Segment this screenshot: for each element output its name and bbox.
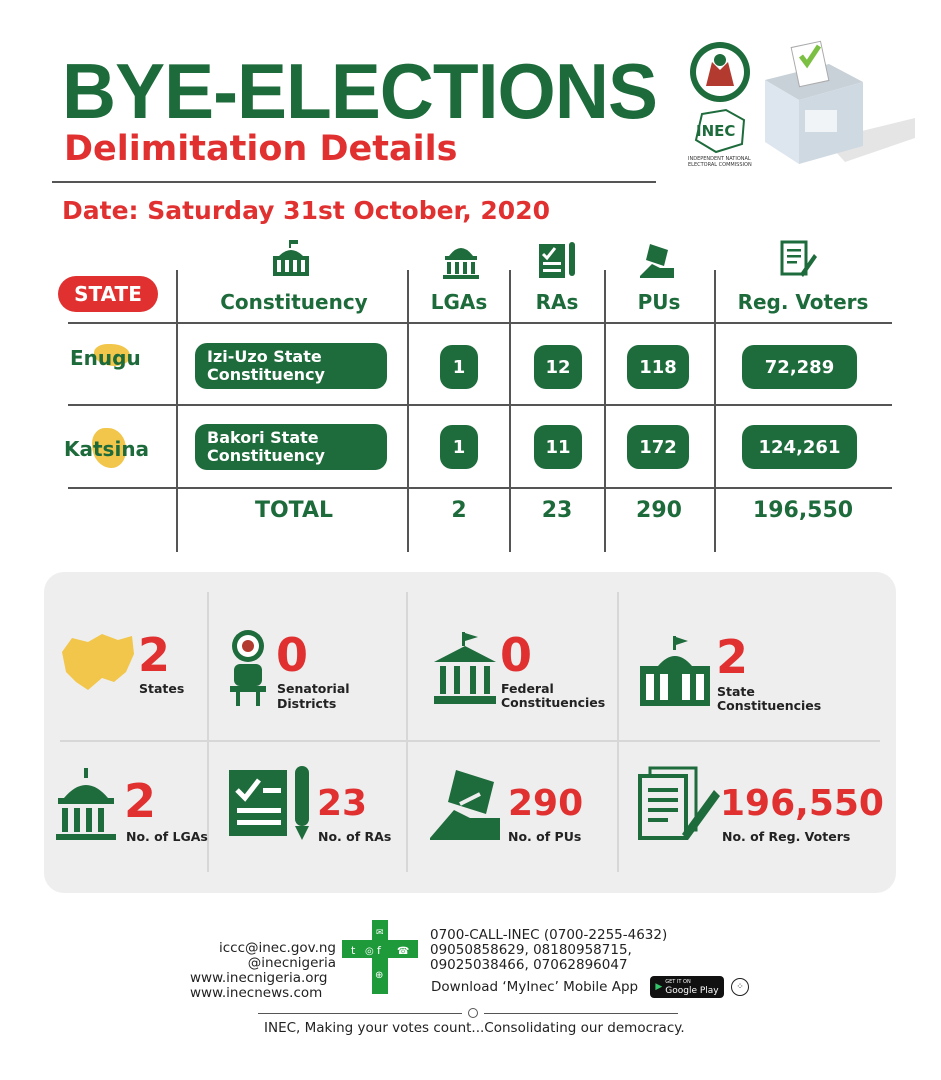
table-divider	[68, 322, 892, 324]
state-const-label: Constituencies	[717, 698, 822, 713]
ras-label: No. of RAs	[318, 829, 392, 844]
phone-numbers[interactable]: 09025038466, 07062896047	[430, 957, 628, 973]
svg-text:☎: ☎	[397, 946, 410, 957]
voters-pill: 124,261	[742, 425, 857, 469]
ras-pill: 11	[534, 425, 582, 469]
website-link[interactable]: www.inecnews.com	[190, 985, 323, 1001]
total-voters: 196,550	[752, 498, 854, 523]
col-header-ras: RAs	[535, 290, 579, 314]
state-name: Enugu	[70, 346, 141, 370]
senate-chair-icon	[226, 628, 272, 712]
constituency-pill: Izi-Uzo State Constituency	[195, 343, 387, 389]
senatorial-count: 0	[276, 628, 309, 682]
checklist-icon	[537, 240, 577, 280]
col-header-voters: Reg. Voters	[737, 290, 869, 314]
google-play-label: Google Play	[665, 986, 719, 996]
pus-count: 290	[508, 783, 584, 824]
federal-count: 0	[500, 628, 533, 682]
federal-label: Federal	[501, 681, 554, 696]
lgas-pill: 1	[440, 345, 478, 389]
dome-icon	[56, 768, 116, 846]
pus-pill: 118	[627, 345, 689, 389]
hotline[interactable]: 0700-CALL-INEC (0700-2255-4632)	[430, 927, 668, 943]
vote-hand-icon	[638, 240, 678, 280]
col-header-pus: PUs	[637, 290, 681, 314]
google-play-badge[interactable]	[650, 976, 724, 998]
svg-text:t: t	[351, 944, 356, 957]
table-divider	[68, 404, 892, 406]
total-lgas: 2	[451, 498, 467, 523]
play-icon: ▶	[655, 982, 663, 992]
blackberry-icon[interactable]: ⁘	[731, 978, 749, 996]
svg-text:f: f	[377, 944, 381, 957]
pus-pill: 172	[627, 425, 689, 469]
app-download-text: Download ‘MyInec’ Mobile App	[431, 979, 639, 995]
panel-divider	[60, 740, 880, 742]
total-pus: 290	[636, 498, 682, 523]
inec-logo	[686, 40, 756, 170]
document-pen-icon	[778, 240, 818, 280]
social-handle[interactable]: @inecnigeria	[247, 955, 336, 971]
voters-label: No. of Reg. Voters	[722, 829, 851, 844]
footer-divider	[484, 1013, 678, 1014]
state-name: Katsina	[64, 437, 150, 461]
col-header-lgas: LGAs	[430, 290, 488, 314]
footer-divider	[258, 1013, 462, 1014]
voters-pill: 72,289	[742, 345, 857, 389]
inec-logo-caption: INDEPENDENT NATIONAL ELECTORAL COMMISSION	[688, 156, 752, 168]
nigeria-map-icon	[58, 632, 136, 696]
table-divider	[176, 270, 178, 552]
dome-icon	[441, 240, 481, 280]
lgas-label: No. of LGAs	[126, 829, 208, 844]
federal-label: Constituencies	[501, 695, 606, 710]
states-count: 2	[138, 628, 171, 682]
state-label-pill: STATE	[58, 276, 158, 312]
ras-count: 23	[317, 783, 368, 824]
google-play-small: GET IT ON	[665, 979, 691, 985]
panel-divider	[406, 592, 408, 872]
total-ras: 23	[541, 498, 573, 523]
lgas-pill: 1	[440, 425, 478, 469]
ballot-box-illustration	[765, 38, 915, 168]
header-divider	[52, 181, 656, 183]
checklist-icon	[229, 766, 317, 846]
phone-numbers[interactable]: 09050858629, 08180958715,	[430, 942, 632, 958]
contact-email[interactable]: iccc@inec.gov.ng	[218, 940, 336, 956]
panel-divider	[617, 592, 619, 872]
constituency-pill: Bakori State Constituency	[195, 424, 387, 470]
state-house-icon	[638, 636, 712, 714]
voters-count: 196,550	[720, 783, 884, 824]
table-divider	[68, 487, 892, 489]
senatorial-label: Senatorial	[277, 681, 350, 696]
page-subtitle: Delimitation Details	[64, 129, 458, 169]
states-label: States	[139, 681, 185, 696]
svg-text:◎: ◎	[365, 946, 374, 957]
ras-pill: 12	[534, 345, 582, 389]
courthouse-icon	[432, 632, 498, 712]
lgas-count: 2	[124, 774, 157, 828]
col-header-constituency: Constituency	[220, 290, 368, 314]
website-link[interactable]: www.inecnigeria.org	[190, 970, 328, 986]
inec-logo-text: INEC	[696, 122, 736, 140]
total-label: TOTAL	[254, 498, 334, 523]
building-icon	[271, 240, 311, 280]
state-const-count: 2	[716, 630, 749, 684]
svg-text:✉: ✉	[376, 928, 384, 938]
tagline: INEC, Making your votes count...Consolidating our democracy.	[264, 1020, 685, 1036]
footer-divider-dot	[468, 1008, 478, 1018]
pus-label: No. of PUs	[508, 829, 582, 844]
document-pen-icon	[638, 766, 722, 846]
svg-text:⊕: ⊕	[375, 970, 384, 981]
state-const-label: State	[717, 684, 755, 699]
social-cross-icon	[342, 920, 418, 998]
page-title: BYE-ELECTIONS	[62, 47, 657, 135]
senatorial-label: Districts	[277, 696, 337, 711]
vote-hand-icon	[430, 764, 508, 846]
election-date: Date: Saturday 31st October, 2020	[62, 196, 550, 225]
